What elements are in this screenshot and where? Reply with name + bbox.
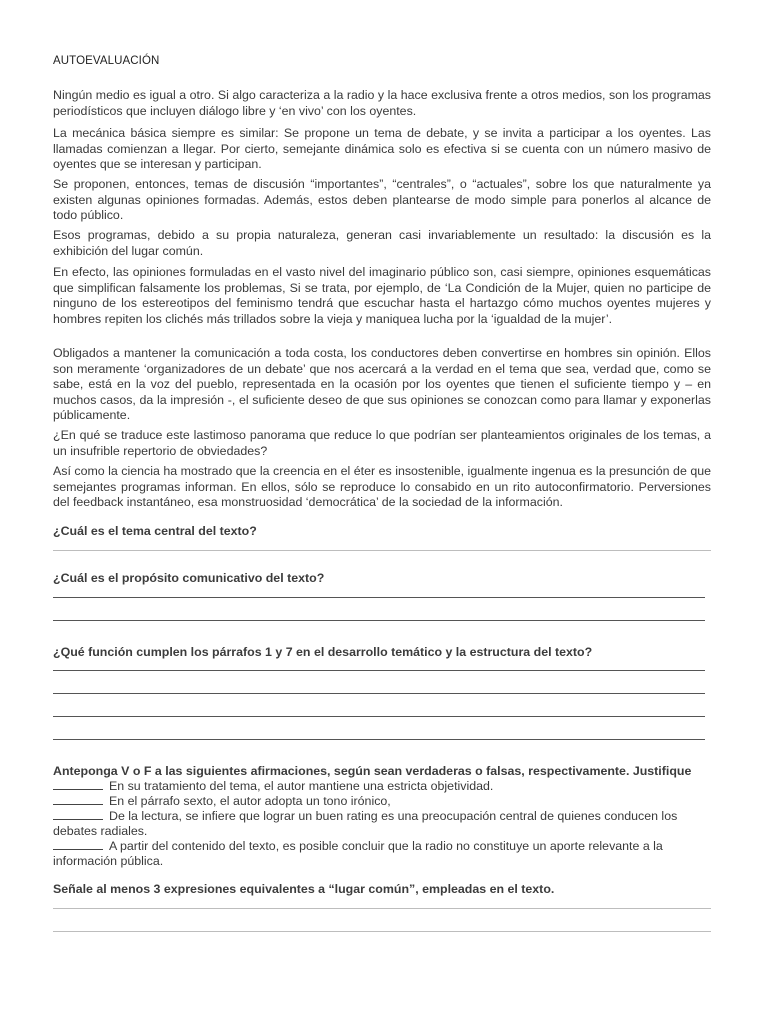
paragraph-4: Esos programas, debido a su propia naturaleza, generan casi invariablemente un resultado: la discusión es la exhibición del lugar común. bbox=[53, 228, 711, 258]
answer-line[interactable] bbox=[53, 597, 705, 598]
question-communicative-purpose: ¿Cuál es el propósito comunicativo del texto? bbox=[53, 571, 325, 585]
paragraph-1: Ningún medio es igual a otro. Si algo caracteriza a la radio y la hace exclusiva frente a otros medios, son los programas periodísticos que incluyen diálogo libre y ‘en vivo’ con los oyentes. bbox=[53, 88, 711, 118]
paragraph-5: En efecto, las opiniones formuladas en el vasto nivel del imaginario público son, casi siempre, opiniones esquemáticas que simplifican falsamente los problemas, Si se trata, por ejemplo, de ‘La Condición de la Mujer, quien no participe de ninguno de los estereotipos del feminismo tendrá que escuchar hasta el hartazgo cómo muchos oyentes mujeres y hombres repiten los clichés más trillados sobre la vieja y maniquea lucha por la ‘igualdad de la mujer’. bbox=[53, 265, 711, 326]
tf-answer-blank[interactable] bbox=[53, 779, 103, 790]
tf-statement bbox=[53, 839, 711, 869]
answer-line[interactable] bbox=[53, 670, 705, 671]
question-equivalent-expressions: Señale al menos 3 expresiones equivalentes a “lugar común”, empleadas en el texto. bbox=[53, 882, 555, 896]
tf-statement bbox=[53, 779, 711, 794]
tf-statement-text: En su tratamiento del tema, el autor mantiene una estricta objetividad. bbox=[109, 779, 494, 793]
page-title: AUTOEVALUACIÓN bbox=[53, 55, 160, 67]
answer-line[interactable] bbox=[53, 739, 705, 740]
paragraph-3: Se proponen, entonces, temas de discusión “importantes”, “centrales”, o “actuales”, sobre los que naturalmente ya existen algunas opiniones formadas. Además, estos deben plantearse de modo simple para ponerlos al alcance de todo público. bbox=[53, 177, 711, 223]
question-true-false: Anteponga V o F a las siguientes afirmaciones, según sean verdaderas o falsas, respectivamente. Justifique bbox=[53, 764, 692, 778]
tf-answer-blank[interactable] bbox=[53, 794, 103, 805]
tf-answer-blank[interactable] bbox=[53, 839, 103, 850]
answer-line[interactable] bbox=[53, 620, 705, 621]
answer-line[interactable] bbox=[53, 908, 711, 909]
paragraph-8: Así como la ciencia ha mostrado que la creencia en el éter es insostenible, igualmente ingenua es la presunción de que semejantes programas informan. En ellos, sólo se reproduce lo consabido en un rito autoconfirmatorio. Perversiones del feedback instantáneo, esa monstruosidad ‘democrática’ de la sociedad de la información. bbox=[53, 464, 711, 510]
answer-line[interactable] bbox=[53, 931, 711, 932]
question-paragraph-function: ¿Qué función cumplen los párrafos 1 y 7 en el desarrollo temático y la estructura del texto? bbox=[53, 645, 593, 659]
answer-line[interactable] bbox=[53, 693, 705, 694]
paragraph-6: Obligados a mantener la comunicación a toda costa, los conductores deben convertirse en hombres sin opinión. Ellos son meramente ‘organizadores de un debate’ que nos acercará a la verdad en el tema que sea, verdad que, como se sabe, está en la voz del pueblo, representada en la ocasión por los oyentes que tienen el suficiente tiempo y – en muchos casos, da la impresión -, el suficiente deseo de que sus opiniones se conozcan como para llamar y exponerlas públicamente. bbox=[53, 346, 711, 423]
tf-statement-text: A partir del contenido del texto, es posible concluir que la radio no constituye un aporte relevante a la información pública. bbox=[53, 839, 663, 868]
answer-line[interactable] bbox=[53, 550, 711, 551]
paragraph-2: La mecánica básica siempre es similar: Se propone un tema de debate, y se invita a participar a los oyentes. Las llamadas comienzan a llegar. Por cierto, semejante dinámica solo es efectiva si se cuenta con un número masivo de oyentes que se interesan y participan. bbox=[53, 126, 711, 172]
tf-statement bbox=[53, 794, 711, 809]
tf-answer-blank[interactable] bbox=[53, 809, 103, 820]
paragraph-7: ¿En qué se traduce este lastimoso panorama que reduce lo que podrían ser planteamientos originales de los temas, a un insufrible repertorio de obviedades? bbox=[53, 428, 711, 458]
question-central-theme: ¿Cuál es el tema central del texto? bbox=[53, 524, 257, 538]
answer-line[interactable] bbox=[53, 716, 705, 717]
tf-statement-text: En el párrafo sexto, el autor adopta un tono irónico, bbox=[109, 794, 391, 808]
tf-statement bbox=[53, 809, 711, 839]
tf-statement-text: De la lectura, se infiere que lograr un buen rating es una preocupación central de quienes conducen los debates radiales. bbox=[53, 809, 678, 838]
